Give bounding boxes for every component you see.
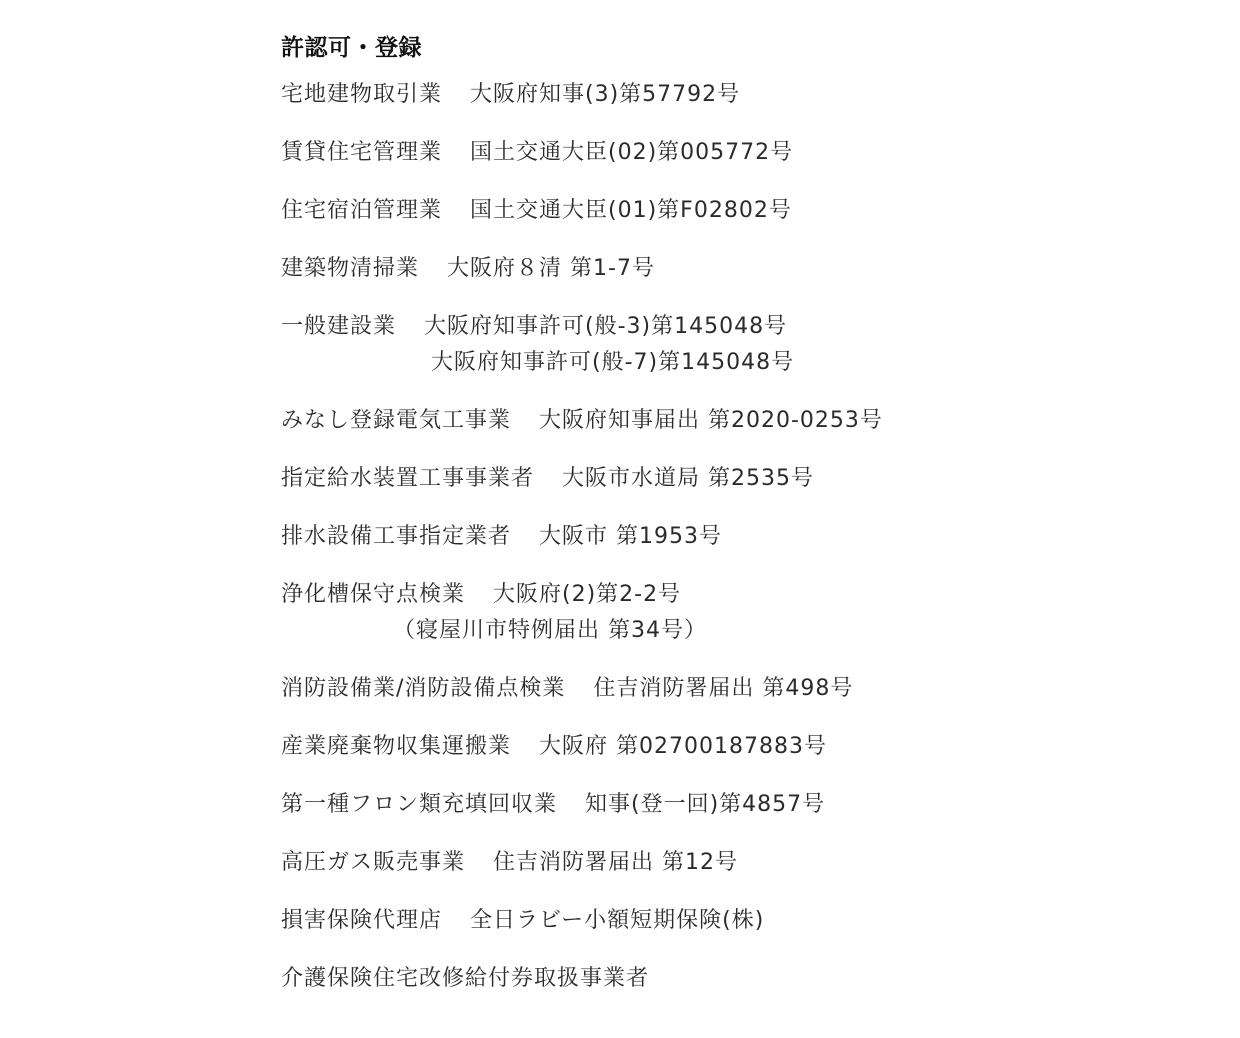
license-number-secondary: （寝屋川市特例届出 第34号）	[393, 618, 707, 643]
list-item	[281, 961, 1181, 997]
license-number: 大阪府知事(3)第57792号	[470, 82, 741, 107]
list-item	[281, 845, 1181, 881]
license-name: 賃貸住宅管理業	[281, 140, 443, 165]
license-name: 消防設備業/消防設備点検業	[281, 676, 566, 701]
licenses-section	[281, 30, 1181, 1019]
list-item	[281, 403, 1181, 439]
section-heading: 許認可・登録	[281, 35, 422, 61]
license-number: 大阪府８清 第1-7号	[447, 256, 655, 281]
license-number: 国土交通大臣(02)第005772号	[470, 140, 794, 165]
license-name: 高圧ガス販売事業	[281, 850, 466, 875]
license-number: 大阪市 第1953号	[539, 524, 722, 549]
list-item	[281, 903, 1181, 939]
license-number: 大阪市水道局 第2535号	[562, 466, 814, 491]
license-name: 第一種フロン類充填回収業	[281, 792, 558, 817]
license-number: 大阪府知事届出 第2020-0253号	[539, 408, 883, 433]
license-name: 排水設備工事指定業者	[281, 524, 512, 549]
list-item	[281, 729, 1181, 765]
list-item	[281, 135, 1181, 171]
license-name: 介護保険住宅改修給付券取扱事業者	[281, 966, 650, 991]
license-name: 建築物清掃業	[281, 256, 420, 281]
license-name: みなし登録電気工事業	[281, 408, 512, 433]
list-item	[281, 251, 1181, 287]
license-name: 宅地建物取引業	[281, 82, 443, 107]
license-name: 産業廃棄物収集運搬業	[281, 734, 512, 759]
license-number: 大阪府 第02700187883号	[539, 734, 827, 759]
license-list	[281, 77, 1181, 997]
license-number-secondary: 大阪府知事許可(般-7)第145048号	[431, 350, 795, 375]
license-number: 全日ラビー小額短期保険(株)	[470, 908, 765, 933]
list-item	[281, 461, 1181, 497]
list-item	[281, 309, 1181, 381]
license-number: 知事(登一回)第4857号	[585, 792, 826, 817]
license-name: 浄化槽保守点検業	[281, 582, 466, 607]
list-item	[281, 577, 1181, 649]
license-number: 大阪府(2)第2-2号	[493, 582, 682, 607]
license-name: 指定給水装置工事事業者	[281, 466, 535, 491]
license-name: 住宅宿泊管理業	[281, 198, 443, 223]
list-item	[281, 671, 1181, 707]
license-name: 損害保険代理店	[281, 908, 443, 933]
license-number: 住吉消防署届出 第12号	[493, 850, 739, 875]
license-number: 住吉消防署届出 第498号	[593, 676, 854, 701]
list-item	[281, 193, 1181, 229]
list-item	[281, 519, 1181, 555]
license-number: 大阪府知事許可(般-3)第145048号	[424, 314, 788, 339]
license-name: 一般建設業	[281, 314, 397, 339]
list-item	[281, 77, 1181, 113]
list-item	[281, 787, 1181, 823]
license-number: 国土交通大臣(01)第F02802号	[470, 198, 792, 223]
